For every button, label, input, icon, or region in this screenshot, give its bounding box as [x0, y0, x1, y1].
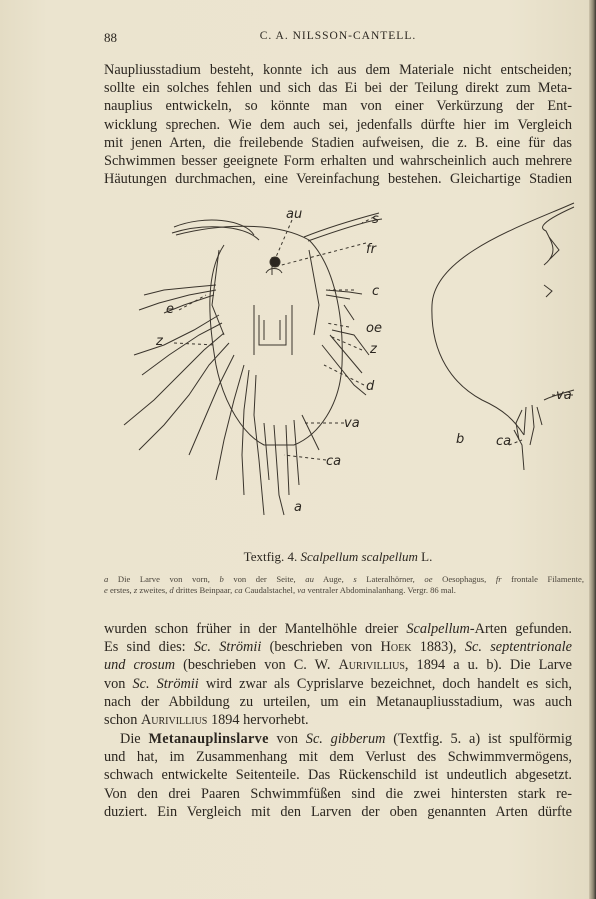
label-e: e: [166, 302, 174, 317]
label-z-left: z: [156, 334, 163, 349]
author-name: Hoek: [380, 639, 412, 656]
species-name: Sc. Strömii: [193, 639, 262, 656]
label-ca: ca: [326, 454, 342, 469]
caption-prefix: Textfig. 4.: [243, 549, 298, 564]
text-run: (Textfig. 5. a) ist spulförmig: [385, 731, 573, 747]
text-run: 1894 hervorhebt.: [207, 711, 309, 728]
paragraph-2: [104, 620, 572, 729]
legend-abbr: s: [353, 574, 357, 584]
legend-abbr: au: [305, 574, 314, 584]
text-run: (beschrieben von C. W.: [175, 657, 339, 674]
label-s: s: [372, 212, 379, 227]
label-fr: fr: [366, 242, 376, 257]
label-d: d: [366, 379, 375, 394]
text-run: -Arten gefunden.: [469, 621, 573, 637]
label-au: au: [286, 207, 303, 222]
text-run: , 1894 a u. b). Die Larve: [404, 657, 572, 674]
text-line: und hat, im Zusammenhang mit dem Verlust des Schwimmvermögens,: [104, 749, 572, 766]
legend-abbr: ca: [234, 585, 243, 596]
legend-abbr: d: [169, 585, 174, 596]
genus-name: Scalpellum: [406, 621, 470, 637]
legend-abbr: b: [219, 574, 224, 584]
caption-author: L.: [421, 549, 433, 564]
figure-caption: [104, 549, 572, 565]
label-c: c: [372, 284, 380, 299]
legend-abbr: e: [104, 585, 108, 596]
label-va: va: [344, 416, 360, 431]
label-va-b: va: [556, 388, 572, 403]
legend-line: [104, 574, 584, 585]
legend-text: ventraler Abdominalanhang. Vergr. 86 mal.: [305, 585, 456, 596]
legend-text: Lateralhörner,: [356, 574, 425, 584]
larva-figure: [104, 195, 584, 540]
legend-text: Caudalstachel,: [242, 585, 298, 596]
text-run: von: [104, 675, 133, 692]
text-run: schon: [104, 711, 141, 728]
text-run: von: [268, 731, 306, 747]
label-oe: oe: [366, 321, 382, 336]
text-line: Schwimmen besser geeignete Form erhalten und wahrscheinlich auch mehrere: [104, 152, 572, 169]
paragraph-3: [104, 730, 572, 821]
author-name: Aurivillius: [338, 657, 405, 674]
running-title: C. A. NILSSON-CANTELL.: [259, 30, 417, 42]
larva-drawing: [104, 195, 584, 540]
text-line: schwach entwickelte Seitenteile. Das Rückenschild ist undeutlich abgesetzt.: [104, 767, 572, 784]
author-name: Aurivillius: [140, 711, 208, 728]
figure-legend: [104, 574, 584, 597]
legend-line: [104, 585, 584, 596]
text-line: [104, 675, 572, 693]
label-a: a: [294, 500, 302, 515]
legend-text: erstes,: [107, 585, 134, 596]
species-name: Sc. septentrionale: [464, 639, 572, 656]
legend-text: drittes Beinpaar,: [173, 585, 235, 596]
legend-abbr: va: [297, 585, 306, 596]
text-run: wurden schon früher in der Mantelhöhle dreier: [104, 621, 407, 637]
legend-abbr: fr: [495, 574, 502, 584]
text-line: duziert. Ein Vergleich mit den Larven der oben genannten Arten dürfte: [104, 803, 572, 820]
text-line: Von den drei Paaren Schwimmfüßen sind die zwei hintersten stark re-: [104, 785, 572, 802]
text-run: 1883),: [411, 639, 465, 656]
label-ca-b: ca: [496, 434, 512, 449]
legend-abbr: a: [104, 574, 109, 584]
text-run: Es sind dies:: [104, 639, 194, 656]
legend-text: von der Seite,: [223, 574, 306, 584]
text-line: [104, 711, 572, 729]
text-line: [104, 730, 572, 748]
caption-species: Scalpellum scalpellum: [300, 549, 418, 564]
label-z-right: z: [370, 342, 377, 357]
legend-abbr: z: [133, 585, 138, 596]
legend-text: Oesophagus,: [432, 574, 496, 584]
text-line: [104, 620, 572, 638]
text-line: sollte ein solches fehlen und sich das Ei bei der Teilung direkt zum Meta-: [104, 80, 572, 97]
legend-text: zweites,: [137, 585, 170, 596]
text-line: nach der Abbildung zu urteilen, um ein Metanaupliusstadium, was auch: [104, 693, 572, 710]
text-line: nauplius entwickeln, so könnte man von einer Verkürzung der Ent-: [104, 98, 572, 115]
text-line: Häutungen durchmachen, eine Vereinfachung bestehen. Gleichartige Stadien: [104, 171, 572, 188]
species-name: Sc. Strömii: [132, 675, 199, 692]
text-line: Naupliusstadium besteht, konnte ich aus dem Materiale nicht entscheiden;: [104, 62, 572, 78]
paragraph-1: [104, 61, 572, 188]
page-header: [104, 30, 572, 48]
label-b: b: [456, 432, 465, 447]
legend-text: frontale Filamente,: [501, 574, 584, 584]
page-edge: [589, 0, 596, 899]
text-line: [104, 638, 572, 656]
text-run: (beschrieben von: [261, 639, 381, 656]
text-line: wicklung sprechen. Wie dem auch sei, jedenfalls dürfte hier im Vergleich: [104, 116, 572, 133]
legend-abbr: oe: [424, 574, 433, 584]
legend-text: Auge,: [313, 574, 354, 584]
page-number: 88: [104, 30, 117, 45]
species-name: Sc. gibberum: [305, 731, 386, 747]
text-line: mit jenen Arten, die freilebende Stadien aufweisen, die z. B. eine für das: [104, 134, 572, 151]
legend-text: Die Larve von vorn,: [108, 574, 220, 584]
text-line: [104, 656, 572, 674]
bold-term: Metanauplinslarve: [148, 731, 269, 747]
text-run: Die: [120, 731, 149, 747]
species-name: und crosum: [104, 657, 176, 674]
text-run: wird zwar als Cyprislarve bezeichnet, doch handelt es sich,: [198, 675, 572, 692]
